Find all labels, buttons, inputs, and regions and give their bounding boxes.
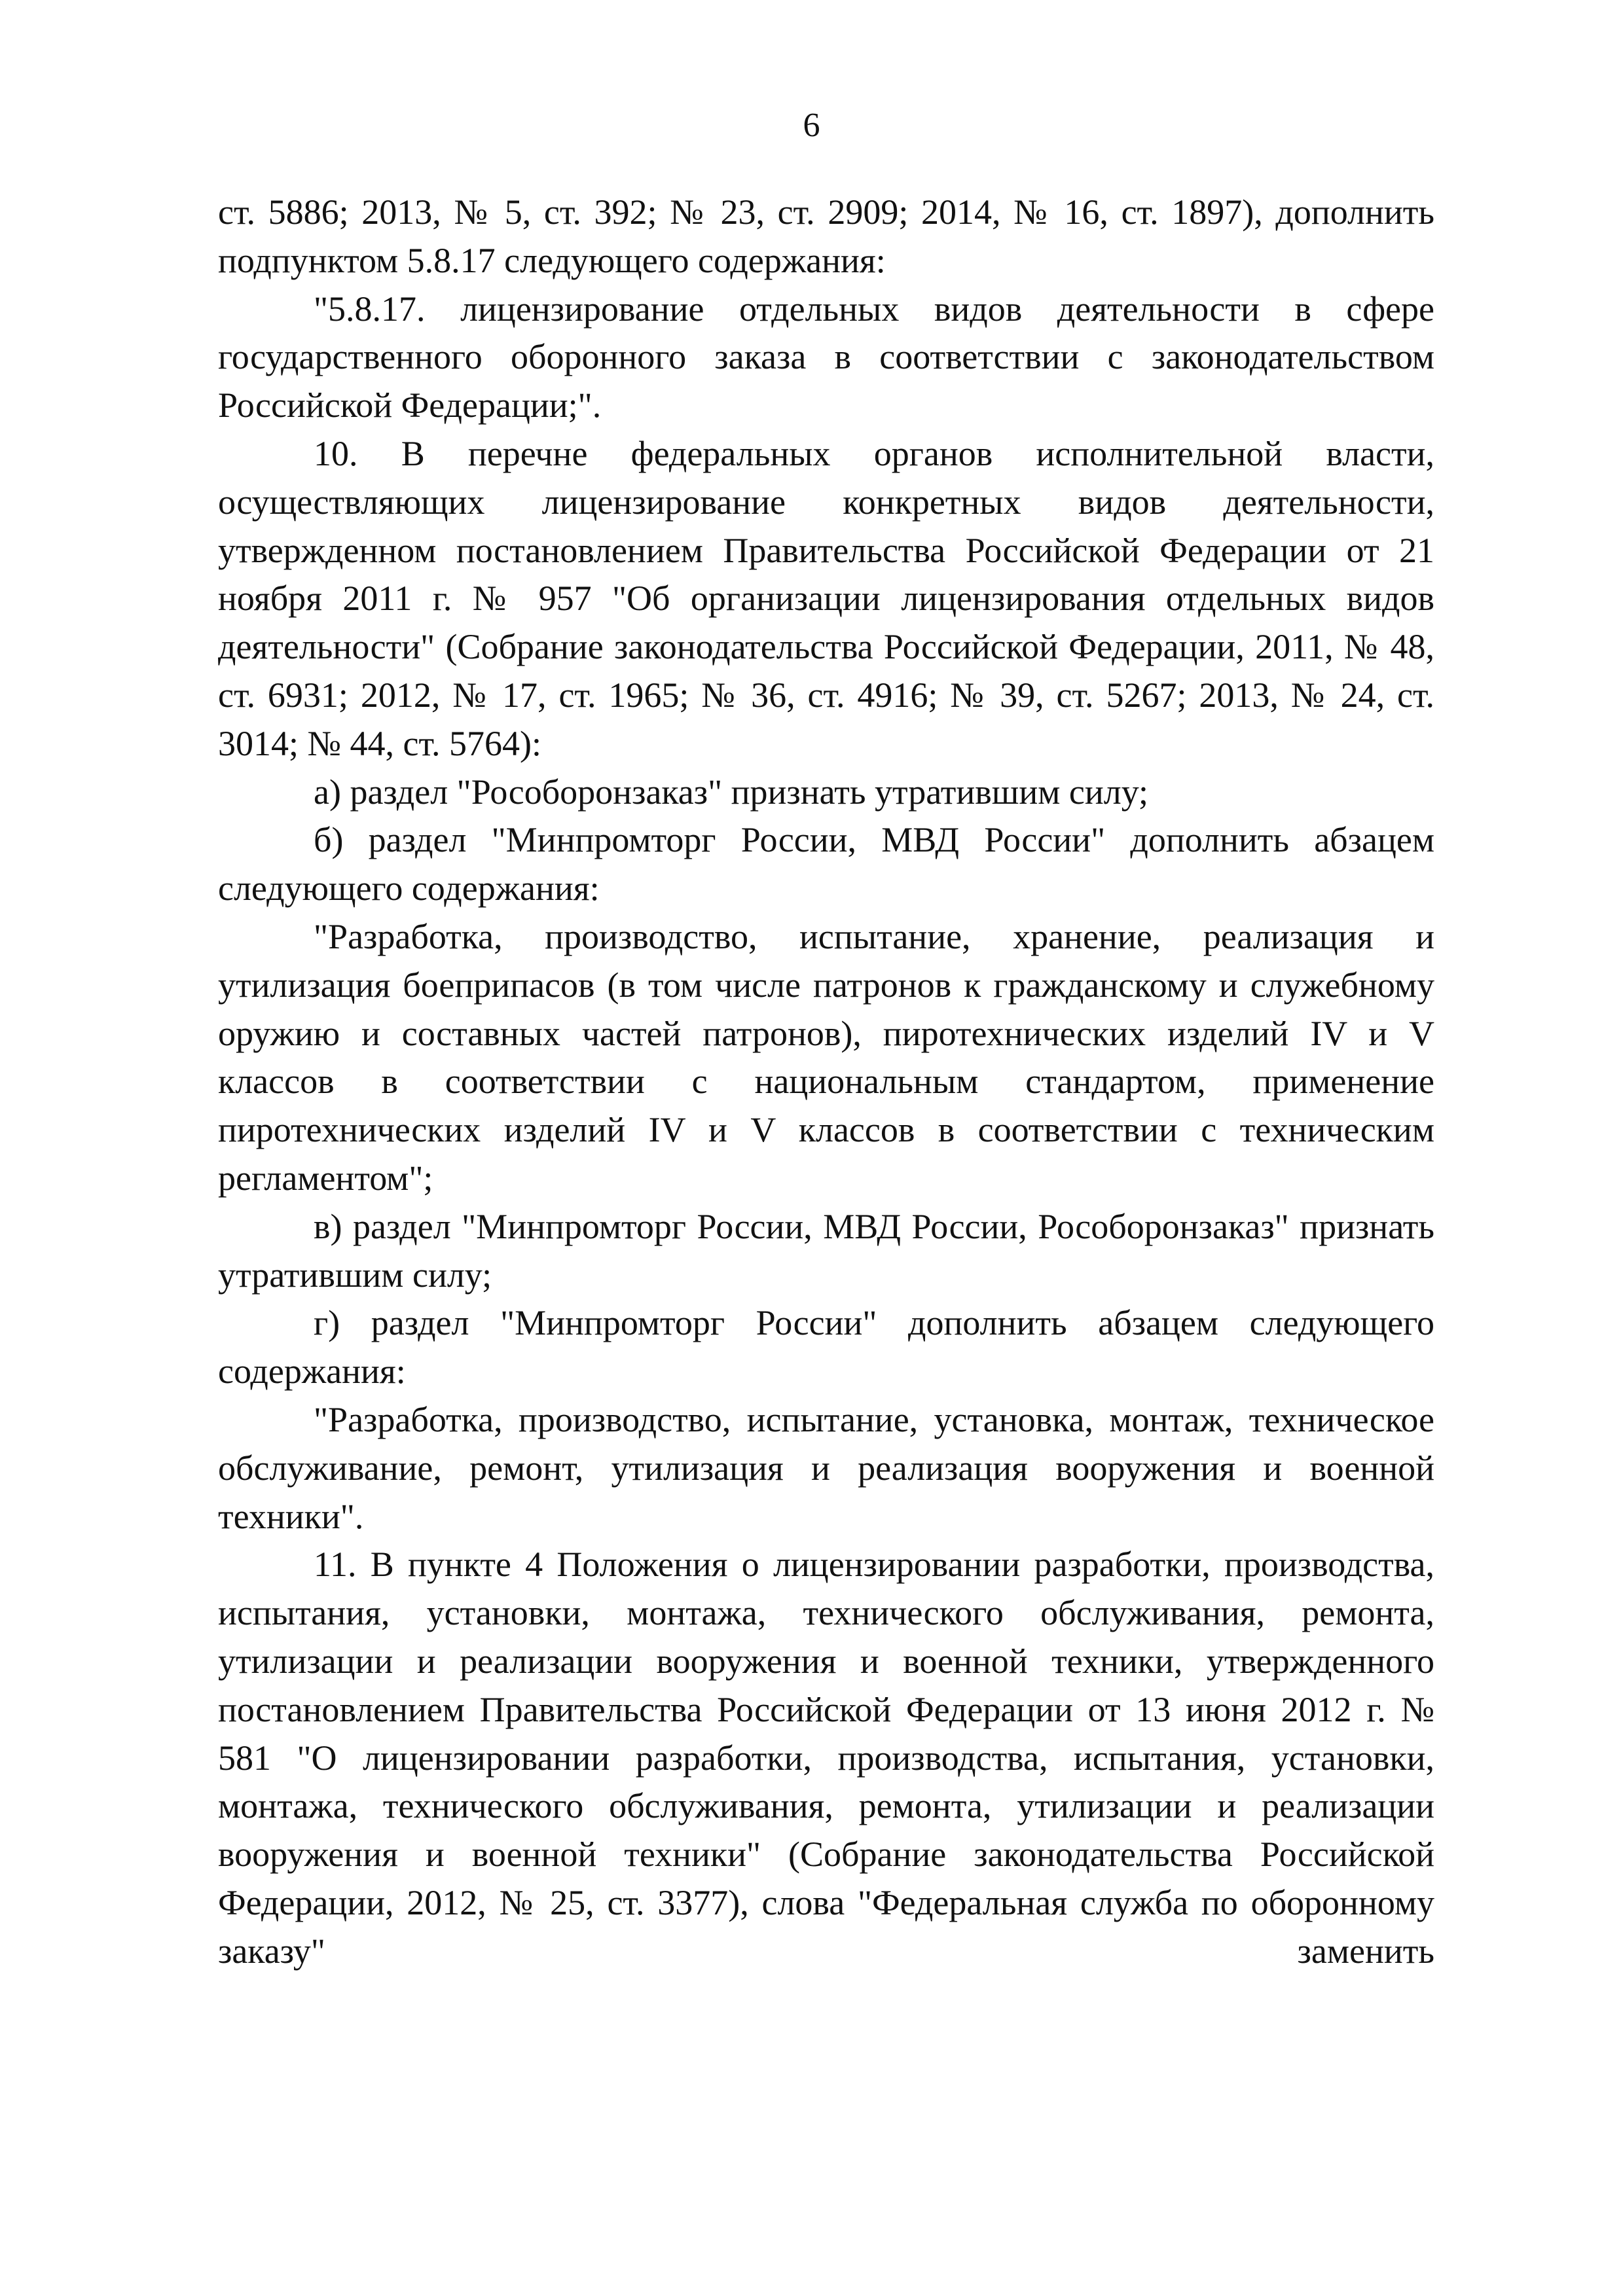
paragraph-item-b: б) раздел "Минпромторг России, МВД России" дополнить абзацем следующего содержания:	[218, 820, 1434, 908]
paragraph-quoted-text-b: "Разработка, производство, испытание, хранение, реализация и утилизация боеприпасов (в том числе патронов к гражданскому и служебному оружию и составных частей патронов), пиротехнических изделий IV и V классов в соответствии с национальным стандартом, применение пиротехнических изделий IV и V классов в соответствии с техническим регламентом";	[218, 916, 1434, 1198]
paragraph-quoted-text-g: "Разработка, производство, испытание, установка, монтаж, техническое обслуживание, ремонт, утилизация и реализация вооружения и военной техники".	[218, 1399, 1434, 1536]
page-number: 6	[803, 107, 820, 144]
paragraph-item-g: г) раздел "Минпромторг России" дополнить абзацем следующего содержания:	[218, 1303, 1434, 1391]
paragraph-item-v: в) раздел "Минпромторг России, МВД России, Рособоронзаказ" признать утратившим силу;	[218, 1206, 1434, 1295]
paragraph-item-11: 11. В пункте 4 Положения о лицензировании разработки, производства, испытания, установки, монтажа, технического обслуживания, ремонта, утилизации и реализации вооружения и военной техники, утвержденного постановлением Правительства Российской Федерации от 13 июня 2012 г. № 581 "О лицензировании разработки, производства, испытания, установки, монтажа, технического обслуживания, ремонта, утилизации и реализации вооружения и военной техники" (Собрание законодательства Российской Федерации, 2012, № 25, ст. 3377), слова "Федеральная служба по оборонному заказу" заменить	[218, 1545, 1434, 1971]
paragraph-item-10: 10. В перечне федеральных органов исполнительной власти, осуществляющих лицензирование конкретных видов деятельности, утвержденном постановлением Правительства Российской Федерации от 21 ноября 2011 г. № 957 "Об организации лицензирования отдельных видов деятельности" (Собрание законодательства Российской Федерации, 2011, № 48, ст. 6931; 2012, № 17, ст. 1965; № 36, ст. 4916; № 39, ст. 5267; 2013, № 24, ст. 3014; № 44, ст. 5764):	[218, 433, 1434, 763]
paragraph-continuation: ст. 5886; 2013, № 5, ст. 392; № 23, ст. 2909; 2014, № 16, ст. 1897), дополнить подпунктом 5.8.17 следующего содержания:	[218, 192, 1434, 280]
paragraph-item-a: а) раздел "Рособоронзаказ" признать утратившим силу;	[314, 772, 1149, 812]
paragraph-quoted-subpoint: "5.8.17. лицензирование отдельных видов деятельности в сфере государственного оборонного заказа в соответствии с законодательством Российской Федерации;".	[218, 289, 1434, 425]
document-body	[218, 188, 1434, 1975]
